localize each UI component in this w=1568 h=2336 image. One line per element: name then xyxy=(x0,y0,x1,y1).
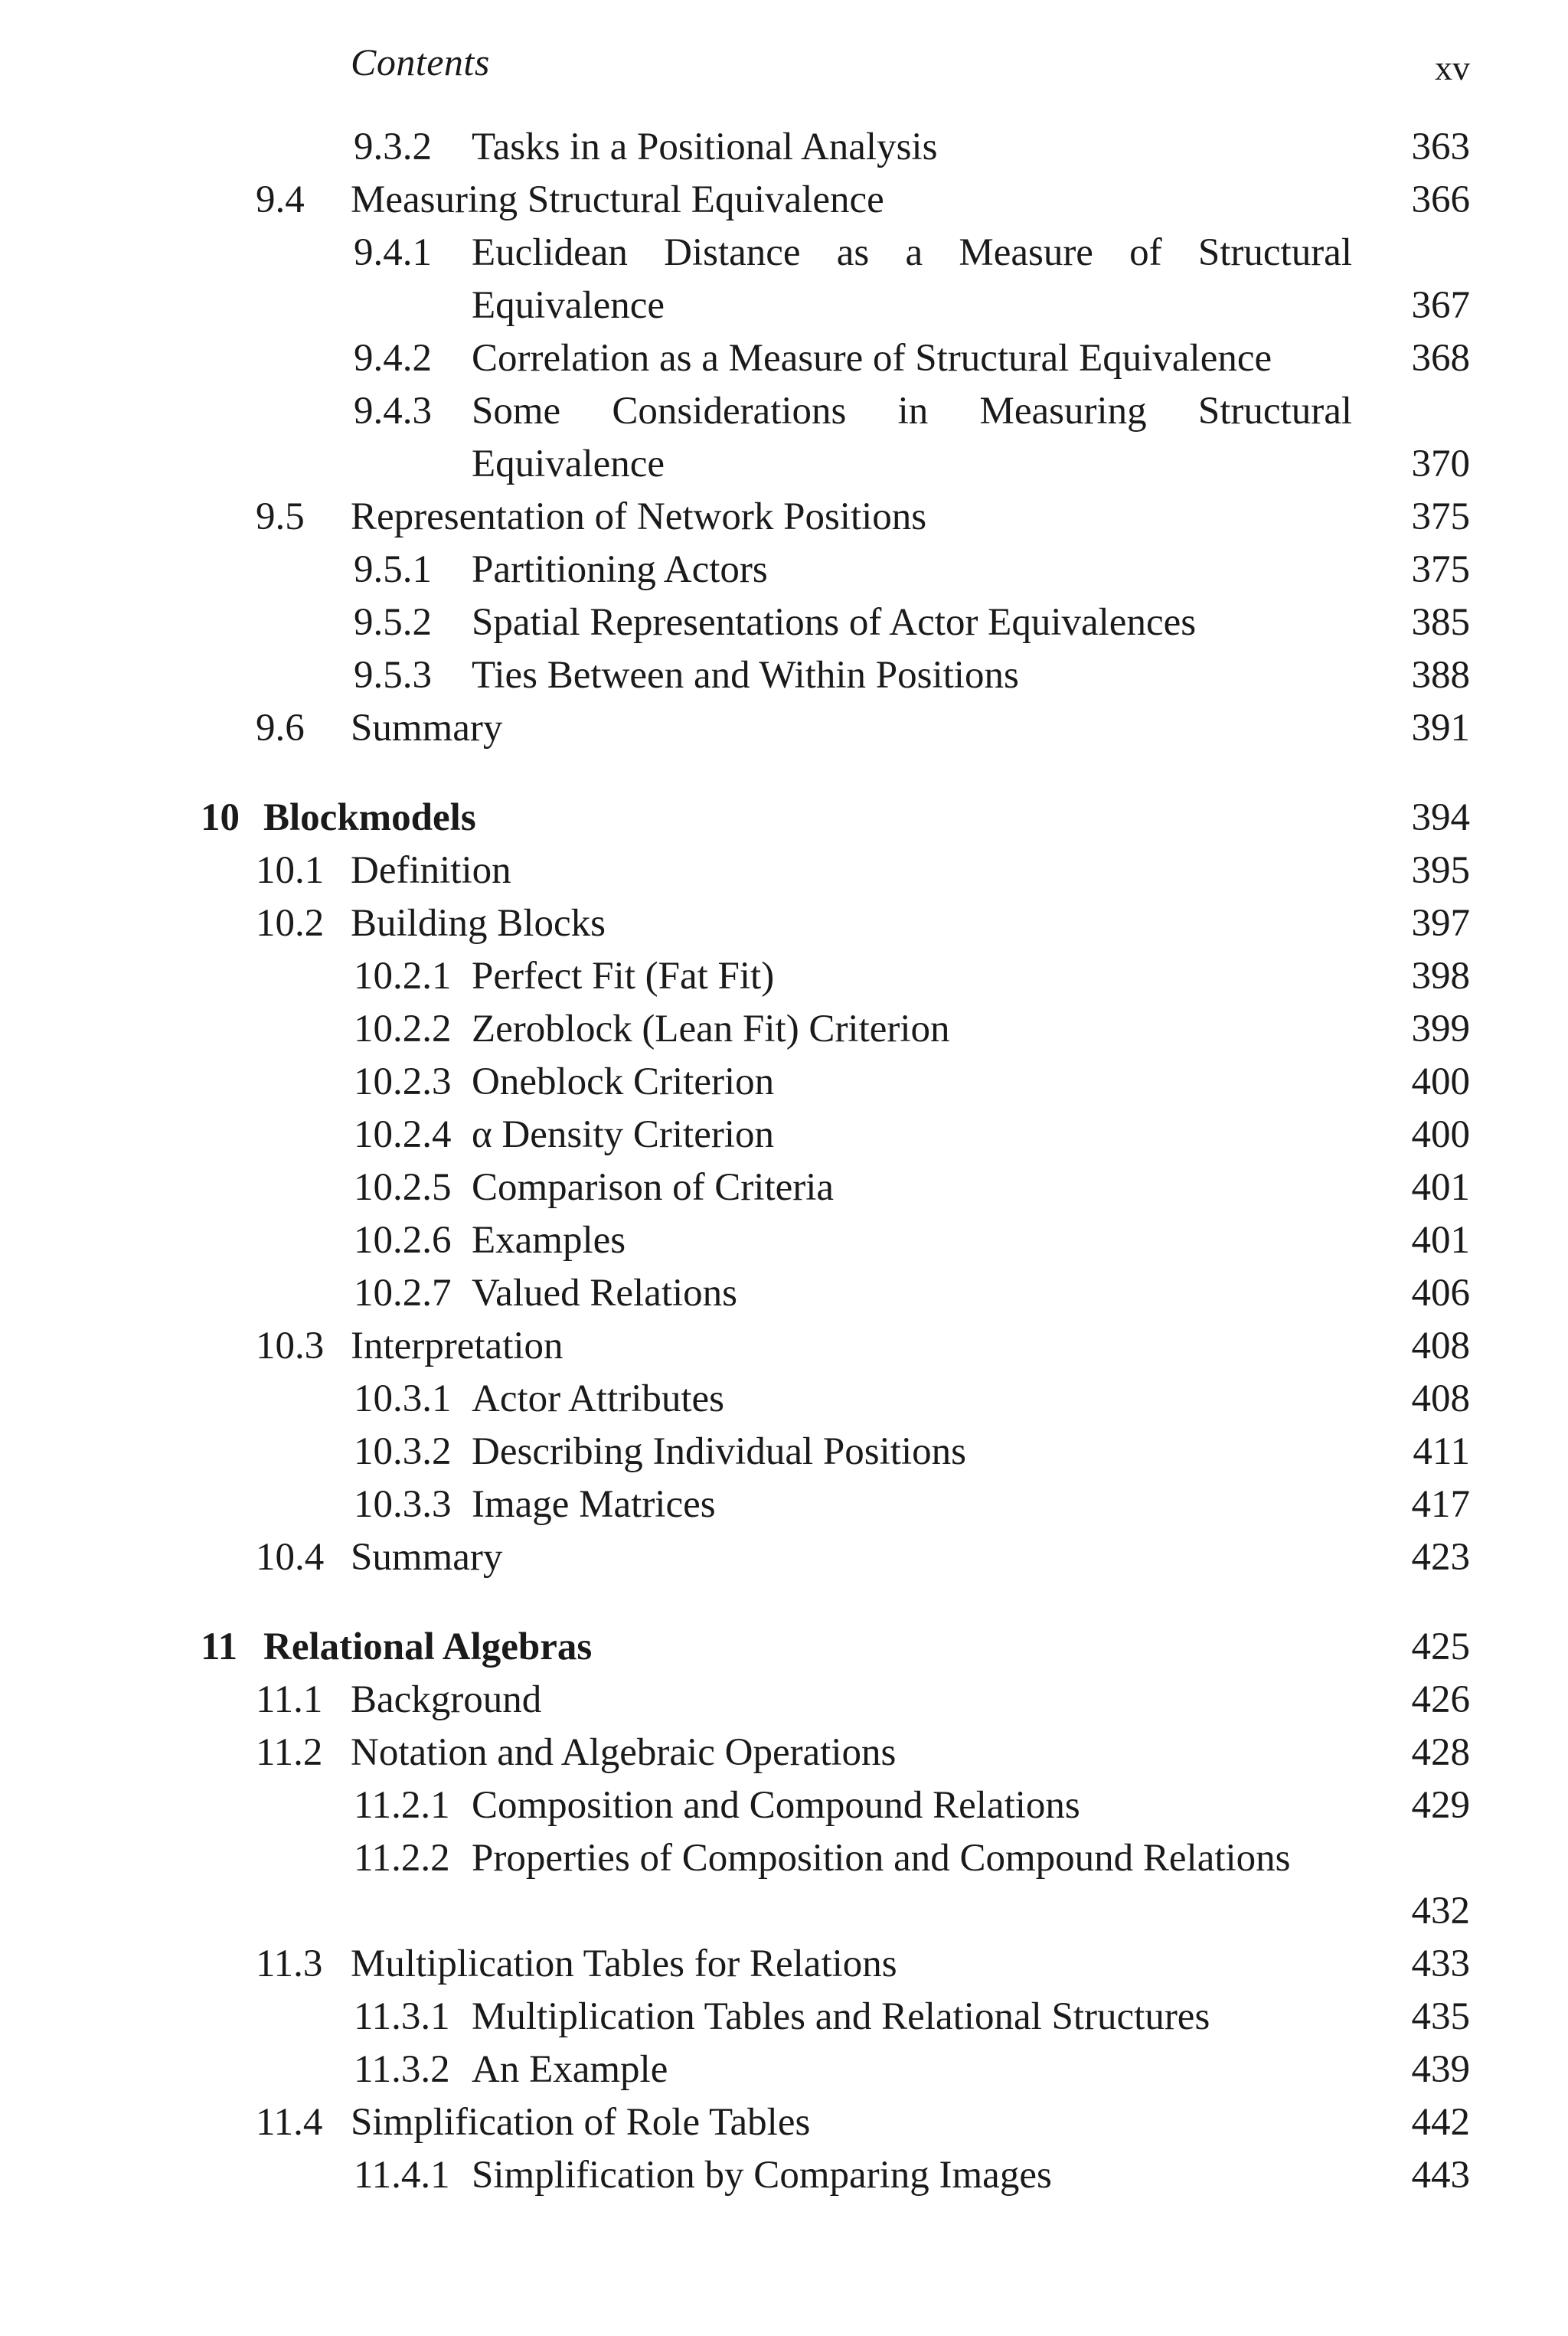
toc-entry-page: 439 xyxy=(1411,2048,1470,2091)
toc-entry-page: 397 xyxy=(1411,902,1470,945)
toc-subsection-entry xyxy=(0,1426,1568,1478)
toc-entry-title: Building Blocks xyxy=(351,902,606,945)
toc-entry-number: 9.4.2 xyxy=(354,337,432,380)
toc-subsection-entry xyxy=(0,121,1568,174)
toc-entry-page: 370 xyxy=(1411,443,1470,485)
toc-entry-number: 9.4.3 xyxy=(354,390,432,433)
toc-subsection-entry xyxy=(0,332,1568,385)
toc-entry-page: 426 xyxy=(1411,1678,1470,1721)
toc-entry-number: 11 xyxy=(201,1625,238,1668)
toc-entry-page: 391 xyxy=(1411,707,1470,750)
toc-entry-number: 9.5.1 xyxy=(354,548,432,591)
toc-entry-number: 11.3.1 xyxy=(354,1995,450,2038)
toc-subsection-entry xyxy=(0,1056,1568,1109)
toc-entry-number: 9.4.1 xyxy=(354,231,432,274)
toc-entry-page: 385 xyxy=(1411,601,1470,644)
toc-entry-number: 11.3.2 xyxy=(354,2048,450,2091)
toc-entry-number: 11.4.1 xyxy=(354,2154,450,2197)
toc-entry-title: Composition and Compound Relations xyxy=(472,1784,1080,1827)
toc-entry-page: 395 xyxy=(1411,849,1470,892)
toc-subsection-entry xyxy=(0,2044,1568,2096)
toc-entry-title: An Example xyxy=(472,2048,668,2091)
toc-entry-number: 9.5 xyxy=(256,495,305,538)
toc-section-entry xyxy=(0,1727,1568,1779)
toc-entry-title: Simplification by Comparing Images xyxy=(472,2154,1052,2197)
toc-entry-title: Examples xyxy=(472,1219,626,1262)
toc-entry-title: Oneblock Criterion xyxy=(472,1060,775,1103)
toc-entry-page: 408 xyxy=(1411,1325,1470,1367)
toc-entry-page: 375 xyxy=(1411,495,1470,538)
toc-entry-number: 9.4 xyxy=(256,178,305,221)
toc-subsection-entry xyxy=(0,227,1568,332)
toc-entry-page: 401 xyxy=(1411,1219,1470,1262)
toc-section-entry xyxy=(0,702,1568,755)
toc-entry-number: 10 xyxy=(201,796,240,839)
toc-subsection-entry xyxy=(0,385,1568,491)
toc-entry-title: Background xyxy=(351,1678,542,1721)
table-of-contents xyxy=(0,121,1568,2202)
toc-entry-title: Blockmodels xyxy=(263,796,476,839)
toc-entry-page: 368 xyxy=(1411,337,1470,380)
toc-section-entry xyxy=(0,897,1568,950)
toc-entry-number: 10.2.7 xyxy=(354,1272,452,1315)
toc-section-entry xyxy=(0,174,1568,227)
toc-section-entry xyxy=(0,1531,1568,1584)
toc-section-entry xyxy=(0,1938,1568,1991)
toc-entry-number: 10.2.5 xyxy=(354,1166,452,1209)
toc-entry-number: 10.2.4 xyxy=(354,1113,452,1156)
toc-entry-title: Tasks in a Positional Analysis xyxy=(472,126,938,168)
toc-entry-number: 10.2 xyxy=(256,902,325,945)
toc-entry-title: Summary xyxy=(351,1536,503,1579)
toc-subsection-entry xyxy=(0,1003,1568,1056)
toc-entry-title: Valued Relations xyxy=(472,1272,738,1315)
toc-entry-number: 10.3.2 xyxy=(354,1430,452,1473)
toc-entry-title: Representation of Network Positions xyxy=(351,495,927,538)
toc-chapter-entry xyxy=(0,792,1568,845)
toc-entry-number: 10.2.1 xyxy=(354,955,452,998)
toc-entry-page: 375 xyxy=(1411,548,1470,591)
toc-entry-page: 400 xyxy=(1411,1060,1470,1103)
toc-subsection-entry xyxy=(0,1267,1568,1320)
toc-entry-page: 429 xyxy=(1411,1784,1470,1827)
toc-section-entry xyxy=(0,845,1568,897)
toc-entry-number: 11.2.1 xyxy=(354,1784,450,1827)
toc-entry-title: Relational Algebras xyxy=(263,1625,593,1668)
toc-entry-title: Multiplication Tables and Relational Structures xyxy=(472,1995,1210,2038)
toc-chapter-entry xyxy=(0,1621,1568,1674)
toc-entry-page: 406 xyxy=(1411,1272,1470,1315)
toc-entry-title: Partitioning Actors xyxy=(472,548,768,591)
toc-subsection-entry xyxy=(0,1991,1568,2044)
toc-entry-title: Comparison of Criteria xyxy=(472,1166,835,1209)
toc-subsection-entry xyxy=(0,596,1568,649)
toc-entry-page: 394 xyxy=(1411,796,1470,839)
toc-entry-title: Correlation as a Measure of Structural Equivalence xyxy=(472,337,1272,380)
toc-entry-title: Perfect Fit (Fat Fit) xyxy=(472,955,775,998)
toc-entry-page: 442 xyxy=(1411,2101,1470,2144)
toc-entry-number: 10.1 xyxy=(256,849,325,892)
toc-entry-number: 10.2.2 xyxy=(354,1008,452,1050)
toc-entry-title: Ties Between and Within Positions xyxy=(472,654,1019,697)
toc-entry-title: Euclidean Distance as a Measure of Structural Equivalence xyxy=(472,231,1352,327)
toc-subsection-entry xyxy=(0,1779,1568,1832)
toc-entry-title: Measuring Structural Equivalence xyxy=(351,178,884,221)
toc-subsection-entry xyxy=(0,649,1568,702)
toc-subsection-entry xyxy=(0,950,1568,1003)
toc-entry-title: Simplification of Role Tables xyxy=(351,2101,811,2144)
toc-entry-page: 366 xyxy=(1411,178,1470,221)
toc-subsection-entry xyxy=(0,1478,1568,1531)
toc-subsection-entry xyxy=(0,1373,1568,1426)
toc-entry-page: 408 xyxy=(1411,1377,1470,1420)
toc-entry-page: 388 xyxy=(1411,654,1470,697)
toc-entry-page: 443 xyxy=(1411,2154,1470,2197)
toc-entry-page: 433 xyxy=(1411,1942,1470,1985)
toc-entry-page: 411 xyxy=(1413,1430,1470,1473)
toc-entry-page: 399 xyxy=(1411,1008,1470,1050)
toc-entry-number: 10.3.1 xyxy=(354,1377,452,1420)
toc-entry-number: 9.3.2 xyxy=(354,126,432,168)
toc-entry-title: Properties of Composition and Compound Relations xyxy=(472,1837,1291,1880)
toc-entry-title: Definition xyxy=(351,849,511,892)
toc-entry-number: 11.2 xyxy=(256,1731,323,1774)
toc-entry-page: 425 xyxy=(1411,1625,1470,1668)
toc-entry-page: 435 xyxy=(1411,1995,1470,2038)
toc-section-entry xyxy=(0,1674,1568,1727)
toc-subsection-entry xyxy=(0,1832,1568,1938)
toc-entry-title: Interpretation xyxy=(351,1325,564,1367)
toc-entry-number: 9.5.2 xyxy=(354,601,432,644)
toc-entry-page: 428 xyxy=(1411,1731,1470,1774)
toc-entry-title: Zeroblock (Lean Fit) Criterion xyxy=(472,1008,950,1050)
toc-entry-number: 11.1 xyxy=(256,1678,323,1721)
toc-entry-page: 400 xyxy=(1411,1113,1470,1156)
toc-entry-title: Describing Individual Positions xyxy=(472,1430,966,1473)
toc-entry-number: 10.3.3 xyxy=(354,1483,452,1526)
toc-entry-page: 417 xyxy=(1411,1483,1470,1526)
toc-subsection-entry xyxy=(0,1214,1568,1267)
toc-entry-number: 11.3 xyxy=(256,1942,323,1985)
toc-subsection-entry xyxy=(0,544,1568,596)
toc-section-entry xyxy=(0,1320,1568,1373)
toc-entry-number: 9.5.3 xyxy=(354,654,432,697)
page-folio: xv xyxy=(1435,48,1470,87)
toc-entry-title: Spatial Representations of Actor Equivalences xyxy=(472,601,1197,644)
toc-entry-title: Notation and Algebraic Operations xyxy=(351,1731,897,1774)
toc-entry-title: Summary xyxy=(351,707,503,750)
toc-subsection-entry xyxy=(0,2149,1568,2202)
toc-entry-title: Image Matrices xyxy=(472,1483,716,1526)
toc-section-entry xyxy=(0,491,1568,544)
toc-subsection-entry xyxy=(0,1109,1568,1161)
running-head: Contents xyxy=(351,41,490,83)
toc-entry-number: 9.6 xyxy=(256,707,305,750)
toc-entry-number: 10.2.6 xyxy=(354,1219,452,1262)
toc-entry-number: 11.2.2 xyxy=(354,1837,450,1880)
toc-section-entry xyxy=(0,2096,1568,2149)
toc-entry-number: 11.4 xyxy=(256,2101,323,2144)
toc-entry-number: 10.4 xyxy=(256,1536,325,1579)
toc-entry-page: 401 xyxy=(1411,1166,1470,1209)
toc-entry-page: 432 xyxy=(1411,1890,1470,1933)
toc-entry-page: 398 xyxy=(1411,955,1470,998)
toc-entry-page: 363 xyxy=(1411,126,1470,168)
toc-entry-number: 10.2.3 xyxy=(354,1060,452,1103)
toc-entry-title: Some Considerations in Measuring Structural Equivalence xyxy=(472,390,1352,485)
toc-entry-title: Multiplication Tables for Relations xyxy=(351,1942,897,1985)
toc-entry-page: 367 xyxy=(1411,284,1470,327)
toc-subsection-entry xyxy=(0,1161,1568,1214)
toc-entry-page: 423 xyxy=(1411,1536,1470,1579)
toc-entry-title: Actor Attributes xyxy=(472,1377,725,1420)
toc-entry-title: α Density Criterion xyxy=(472,1113,775,1156)
toc-entry-number: 10.3 xyxy=(256,1325,325,1367)
